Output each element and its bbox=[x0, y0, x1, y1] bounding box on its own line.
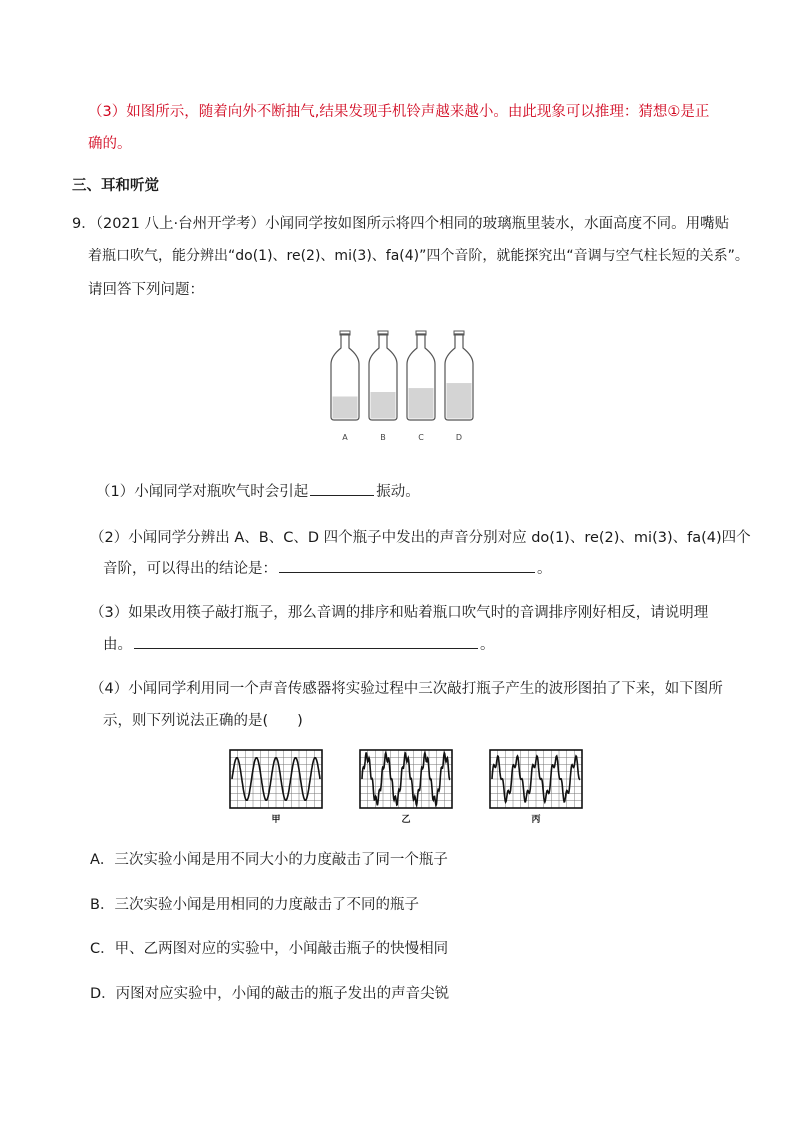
bottle-a bbox=[331, 331, 359, 442]
option-d[interactable] bbox=[90, 982, 449, 1003]
q2-answer-blank[interactable] bbox=[279, 558, 535, 573]
option-c[interactable] bbox=[90, 937, 448, 958]
q2-text: 音阶，可以得出的结论是： bbox=[103, 561, 277, 577]
waveform-label-2: 乙 bbox=[401, 815, 411, 825]
q2-after: 。 bbox=[537, 561, 552, 577]
option-a[interactable] bbox=[90, 848, 448, 869]
section-title: 三、耳和听觉 bbox=[72, 178, 159, 194]
sub-question-3-line2 bbox=[103, 633, 495, 654]
option-d-text: 丙图对应实验中，小闻的敲击的瓶子发出的声音尖锐 bbox=[115, 986, 450, 1002]
sub-question-4-line2: 示，则下列说法正确的是( ) bbox=[103, 713, 303, 729]
water-level-a bbox=[333, 396, 358, 418]
q3-answer-blank[interactable] bbox=[134, 634, 478, 649]
water-level-b bbox=[371, 392, 396, 419]
q3-text: 由。 bbox=[103, 637, 132, 653]
bottle-label-a: A bbox=[342, 433, 348, 442]
waveform-label-3: 丙 bbox=[531, 815, 541, 825]
sub-question-2-line1: （2）小闻同学分辨出 A、B、C、D 四个瓶子中发出的声音分别对应 do(1)、re(2)、mi(3)、fa(4)四个 bbox=[90, 530, 751, 546]
question-line1: 9．（2021 八上·台州开学考）小闻同学按如图所示将四个相同的玻璃瓶里装水，水面高度不同。用嘴贴 bbox=[72, 216, 730, 232]
q1-after: 振动。 bbox=[376, 484, 420, 500]
option-b-letter: B． bbox=[90, 897, 115, 913]
bottle-c bbox=[407, 331, 435, 442]
sub-question-1 bbox=[96, 480, 420, 501]
bottle-label-c: C bbox=[418, 433, 424, 442]
prev-answer-line1: （3）如图所示，随着向外不断抽气,结果发现手机铃声越来越小。由此现象可以推理：猜想①是正 bbox=[88, 104, 710, 120]
option-d-letter: D． bbox=[90, 986, 116, 1002]
option-a-letter: A． bbox=[90, 852, 115, 868]
option-c-letter: C． bbox=[90, 941, 115, 957]
bottles-figure bbox=[326, 326, 496, 446]
q1-text: （1）小闻同学对瓶吹气时会引起 bbox=[96, 484, 309, 500]
waveform-panel-3 bbox=[490, 750, 582, 825]
question-line3: 请回答下列问题： bbox=[88, 282, 204, 298]
sub-question-4-line1: （4）小闻同学利用同一个声音传感器将实验过程中三次敲打瓶子产生的波形图拍了下来，如下图所 bbox=[90, 681, 723, 697]
q3-after: 。 bbox=[480, 637, 495, 653]
option-a-text: 三次实验小闻是用不同大小的力度敲击了同一个瓶子 bbox=[114, 852, 448, 868]
water-level-c bbox=[409, 388, 434, 418]
water-level-d bbox=[447, 383, 472, 418]
prev-answer-line2: 确的。 bbox=[88, 136, 132, 152]
waveform-label-1: 甲 bbox=[271, 815, 281, 825]
sub-question-3-line1: （3）如果改用筷子敲打瓶子，那么音调的排序和贴着瓶口吹气时的音调排序刚好相反，请说明理 bbox=[90, 605, 709, 621]
bottle-label-d: D bbox=[455, 433, 463, 442]
waveform-panel-1 bbox=[230, 750, 322, 825]
sub-question-2-line2 bbox=[103, 557, 552, 578]
option-b-text: 三次实验小闻是用相同的力度敲击了不同的瓶子 bbox=[114, 897, 419, 913]
option-c-text: 甲、乙两图对应的实验中，小闻敲击瓶子的快慢相同 bbox=[114, 941, 449, 957]
bottle-label-b: B bbox=[380, 433, 386, 442]
bottle-d bbox=[445, 331, 473, 442]
question-line2: 着瓶口吹气，能分辨出“do(1)、re(2)、mi(3)、fa(4)”四个音阶，就能探究出“音调与空气柱长短的关系”。 bbox=[88, 248, 749, 264]
waveform-panel-2 bbox=[360, 750, 452, 825]
waveforms-figure bbox=[228, 748, 608, 830]
option-b[interactable] bbox=[90, 893, 419, 914]
bottle-b bbox=[369, 331, 397, 442]
q1-answer-blank[interactable] bbox=[310, 481, 374, 496]
